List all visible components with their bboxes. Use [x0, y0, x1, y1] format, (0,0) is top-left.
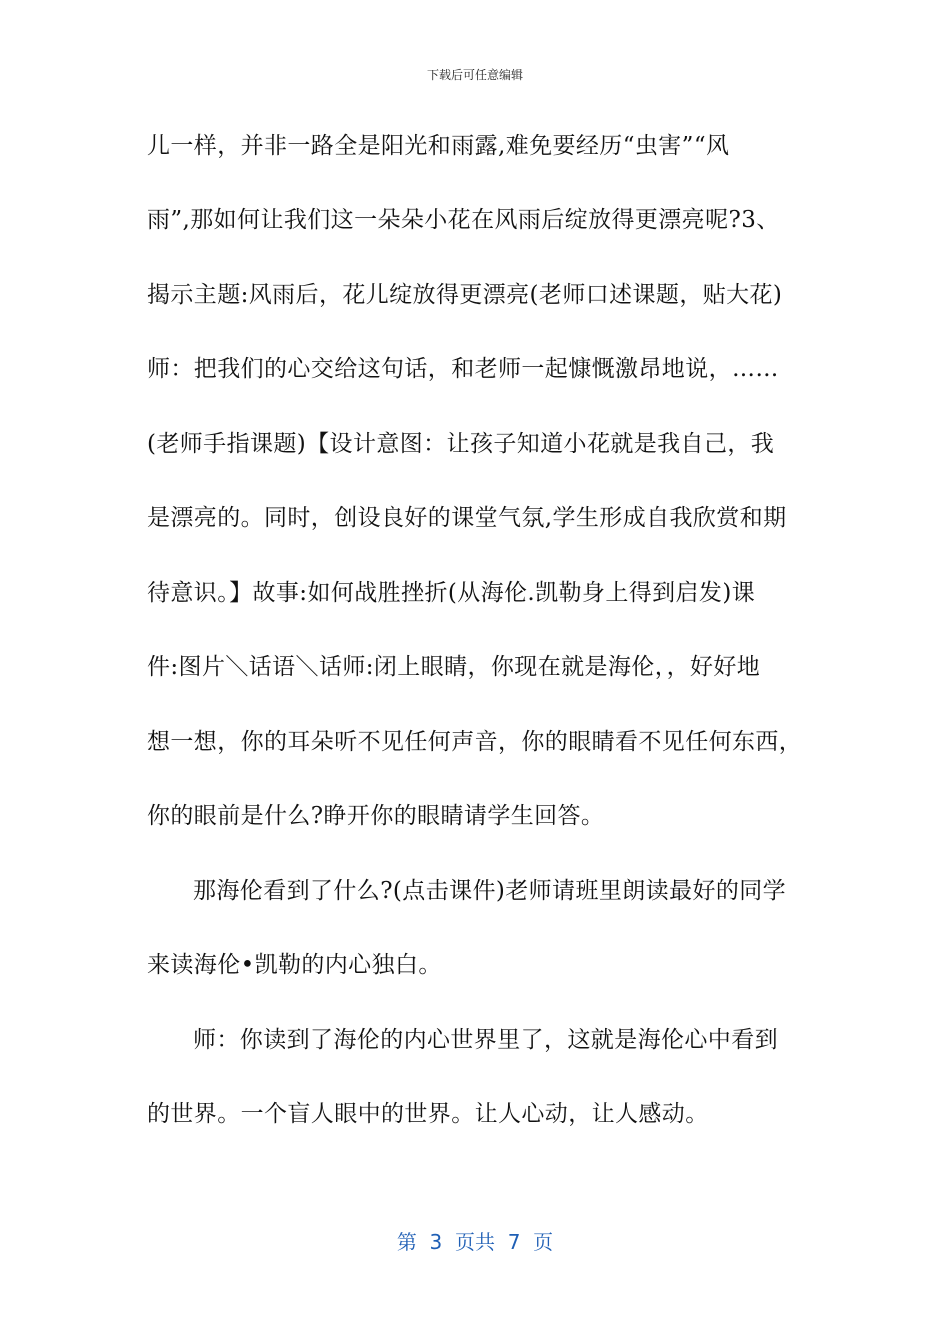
page-footer: 第 3 页共 7 页: [396, 1230, 554, 1254]
page-header: 下载后可任意编辑: [426, 68, 523, 82]
text-line-4: 师：把我们的心交给这句话，和老师一起慷慨激昂地说，……: [147, 356, 779, 382]
text-line-14: 的世界。一个盲人眼中的世界。让人心动，让人感动。: [147, 1101, 709, 1127]
text-line-3: 揭示主题:风雨后，花儿绽放得更漂亮(老师口述课题，贴大花): [147, 282, 783, 308]
text-line-12: 来读海伦•凯勒的内心独白。: [147, 952, 442, 978]
text-line-2: 雨”,那如何让我们这一朵朵小花在风雨后绽放得更漂亮呢?3、: [147, 207, 780, 233]
text-line-11: 那海伦看到了什么?(点击课件)老师请班里朗读最好的同学: [193, 878, 787, 904]
text-line-13: 师：你读到了海伦的内心世界里了，这就是海伦心中看到: [193, 1027, 778, 1053]
text-line-9: 想一想，你的耳朵听不见任何声音，你的眼睛看不见任何东西，: [147, 729, 803, 755]
text-line-1: 儿一样，并非一路全是阳光和雨露,难免要经历“虫害”“风: [147, 133, 730, 159]
text-line-8: 件:图片＼话语＼话师:闭上眼睛，你现在就是海伦，，好好地: [147, 654, 761, 680]
text-line-10: 你的眼前是什么?睁开你的眼睛请学生回答。: [147, 803, 605, 829]
text-line-5: (老师手指课题)【设计意图：让孩子知道小花就是我自己，我: [147, 431, 775, 457]
text-line-7: 待意识。】故事:如何战胜挫折(从海伦.凯勒身上得到启发)课: [147, 580, 756, 606]
text-line-6: 是漂亮的。同时，创设良好的课堂气氛,学生形成自我欣赏和期: [147, 505, 787, 531]
